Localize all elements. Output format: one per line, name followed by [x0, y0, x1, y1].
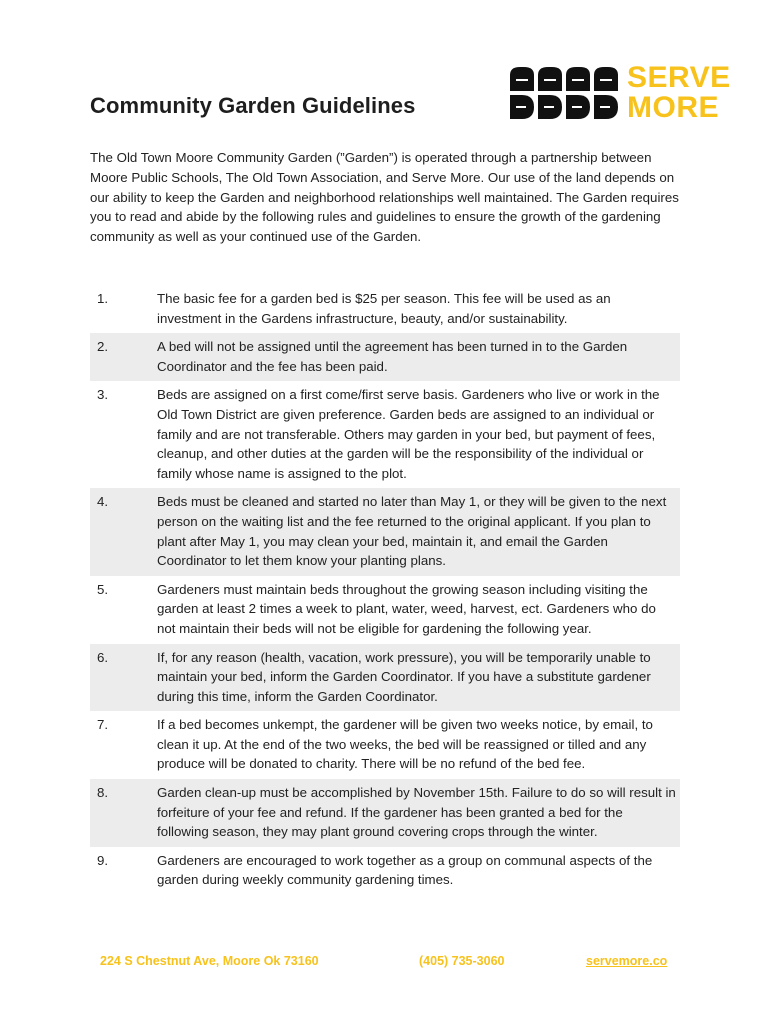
rule-item: [90, 576, 680, 644]
serve-more-logo: [508, 61, 738, 125]
rule-item: [90, 779, 680, 847]
rule-number: 3.: [97, 387, 109, 403]
rule-item: [90, 711, 680, 779]
rule-item: [90, 488, 680, 575]
rule-text: Beds must be cleaned and started no later than May 1, or they will be given to the next person on the waiting list and the fee returned to the original applicant. If you plan to plant after May 1, you may clean your bed, maintain it, and email the Garden Coordinator to let them know your planting plans.: [157, 494, 667, 569]
rule-text: The basic fee for a garden bed is $25 per season. This fee will be used as an investment in the Gardens infrastructure, beauty, and/or sustainability.: [157, 291, 611, 326]
rule-text: A bed will not be assigned until the agreement has been turned in to the Garden Coordinator and the fee has been paid.: [157, 339, 628, 374]
rule-item: [90, 644, 680, 712]
rule-text: Beds are assigned on a first come/first serve basis. Gardeners who live or work in the Old Town District are given preference. Garden beds are assigned to an individual or family and are not transferable. Others may garden in your bed, but payment of fees, cleanup, and other duties at the garden will be the responsibility of the individual or family whose name is assigned to the plot.: [157, 387, 660, 481]
rule-number: 2.: [97, 339, 109, 355]
logo-line-serve: SERVE: [627, 61, 731, 94]
intro-paragraph: The Old Town Moore Community Garden (”Garden”) is operated through a partnership between Moore Public Schools, The Old Town Association, and Serve More. Our use of the land depends on our ability to keep the Garden and neighborhood relationships well maintained. The Garden requires you to read and abide by the following rules and guidelines to ensure the growth of the gardening community as well as your continued use of the Garden.: [90, 150, 679, 245]
rule-number: 4.: [97, 494, 109, 510]
logo-line-more: MORE: [627, 91, 719, 124]
rule-item: [90, 285, 680, 333]
logo-wordmark: [627, 63, 747, 123]
rule-item: [90, 381, 680, 488]
page-title: Community Garden Guidelines: [90, 93, 416, 118]
rule-number: 6.: [97, 649, 109, 665]
logo-mark-icon: [508, 65, 623, 121]
rule-text: If, for any reason (health, vacation, work pressure), you will be temporarily unable to maintain your bed, inform the Garden Coordinator. If you have a substitute gardener during this time, inform the Garden Coordinator.: [157, 649, 651, 704]
footer-address: 224 S Chestnut Ave, Moore Ok 73160: [100, 954, 319, 968]
rule-item: [90, 847, 680, 895]
footer: [0, 954, 770, 972]
rule-item: [90, 333, 680, 381]
rule-text: If a bed becomes unkempt, the gardener will be given two weeks notice, by email, to clean it up. At the end of the two weeks, the bed will be reassigned or tilled and any produce will be donated to charity. There will be no refund of the bed fee.: [157, 717, 653, 772]
rule-text: Gardeners must maintain beds throughout the growing season including visiting the garden at least 2 times a week to plant, water, weed, harvest, ect. Gardeners who do not maintain their beds will not be eligible for gardening the following year.: [157, 581, 656, 636]
rule-number: 1.: [97, 291, 109, 306]
rule-number: 9.: [97, 852, 109, 868]
rule-number: 8.: [97, 785, 109, 801]
rule-number: 5.: [97, 581, 109, 597]
footer-phone[interactable]: (405) 735-3060: [419, 954, 505, 968]
footer-website-link[interactable]: servemore.co: [586, 954, 668, 968]
rule-number: 7.: [97, 717, 109, 733]
rules-list: [90, 285, 680, 895]
rule-text: Garden clean-up must be accomplished by November 15th. Failure to do so will result in forfeiture of your fee and refund. If the gardener has been granted a bed for the following season, they may plant ground covering crops through the winter.: [157, 785, 676, 840]
rule-text: Gardeners are encouraged to work together as a group on communal aspects of the garden during weekly community gardening times.: [157, 852, 653, 888]
